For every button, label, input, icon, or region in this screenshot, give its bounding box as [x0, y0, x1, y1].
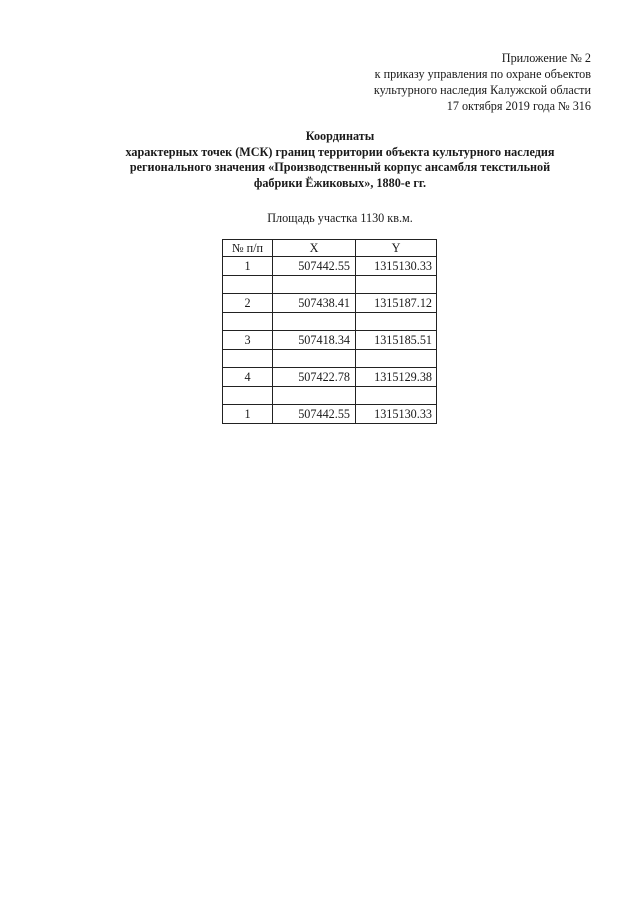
title-line-4: фабрики Ёжиковых», 1880-е гг. [253, 175, 427, 190]
title-line-2: характерных точек (МСК) границ территории объекта культурного наследия [125, 144, 555, 159]
point-x: 507422.78 [273, 368, 356, 387]
point-x: 507438.41 [273, 294, 356, 313]
table-spacer-row [223, 276, 437, 294]
point-x: 507442.55 [273, 257, 356, 276]
appendix-header [374, 50, 591, 114]
point-y: 1315130.33 [356, 405, 437, 424]
point-number: 1 [223, 405, 273, 424]
header-y: Y [356, 240, 437, 257]
table-row [223, 405, 437, 424]
table-row [223, 368, 437, 387]
point-y: 1315130.33 [356, 257, 437, 276]
title-line-1: Координаты [305, 129, 375, 143]
table-row [223, 331, 437, 350]
table-header-row [223, 240, 437, 257]
point-x: 507442.55 [273, 405, 356, 424]
point-number: 2 [223, 294, 273, 313]
table-row [223, 294, 437, 313]
point-y: 1315187.12 [356, 294, 437, 313]
point-x: 507418.34 [273, 331, 356, 350]
plot-area-text: Площадь участка 1130 кв.м. [267, 211, 413, 225]
appendix-authority: культурного наследия Калужской области [373, 83, 591, 97]
table-spacer-row [223, 387, 437, 405]
point-y: 1315185.51 [356, 331, 437, 350]
table-spacer-row [223, 313, 437, 331]
document-title [40, 129, 639, 191]
point-y: 1315129.38 [356, 368, 437, 387]
point-number: 3 [223, 331, 273, 350]
point-number: 1 [223, 257, 273, 276]
header-number: № п/п [223, 240, 273, 257]
table-spacer-row [223, 350, 437, 368]
header-x: X [273, 240, 356, 257]
appendix-date: 17 октября 2019 года № 316 [446, 99, 591, 113]
table-row [223, 257, 437, 276]
title-line-3: регионального значения «Производственный корпус ансамбля текстильной [129, 160, 551, 175]
appendix-order-ref: к приказу управления по охране объектов [374, 67, 591, 81]
appendix-label: Приложение № 2 [501, 51, 591, 65]
coordinates-table [222, 239, 437, 424]
point-number: 4 [223, 368, 273, 387]
